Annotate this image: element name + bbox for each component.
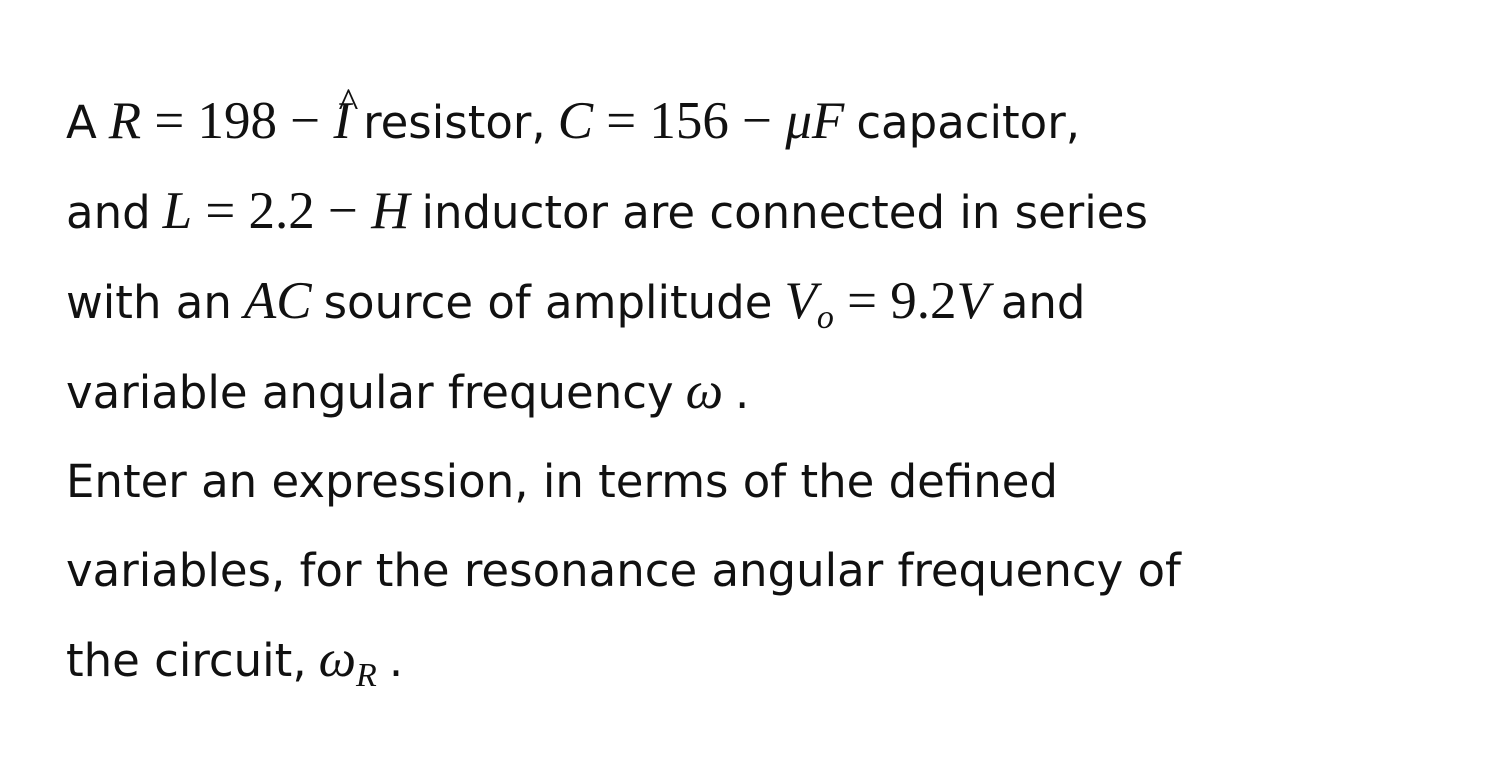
text-article: A — [66, 96, 97, 149]
text-instruction-2: variables, for the resonance angular frequency of — [66, 544, 1181, 597]
math-ac: AC — [243, 272, 312, 330]
text-with-an: with an — [66, 276, 232, 329]
text-source: source of amplitude — [323, 276, 773, 329]
math-omega: ω — [685, 362, 724, 420]
text-and-2: and — [1000, 276, 1086, 329]
text-variable-frequency: variable angular frequency — [66, 366, 674, 419]
math-capacitance: C = 156 − μF — [557, 92, 845, 150]
text-and: and — [66, 186, 151, 239]
text-inductor: inductor are connected in series — [421, 186, 1148, 239]
text-capacitor: capacitor, — [856, 96, 1080, 149]
math-omega-r: $\omega_R$ — [318, 630, 377, 694]
text-period: . — [735, 366, 750, 419]
text-resistor: resistor, — [363, 96, 546, 149]
math-resistance-unit: ^ I — [333, 77, 351, 166]
math-voltage: $V_o = 9.2V$ — [784, 272, 989, 336]
problem-statement — [66, 77, 1500, 705]
math-inductance: L = 2.2 − H — [162, 182, 410, 240]
text-the-circuit: the circuit, — [66, 634, 307, 687]
text-instruction-1: Enter an expression, in terms of the defined — [66, 455, 1058, 508]
math-resistance: R = 198 − ^ I — [109, 92, 351, 150]
text-period-2: . — [388, 634, 404, 687]
